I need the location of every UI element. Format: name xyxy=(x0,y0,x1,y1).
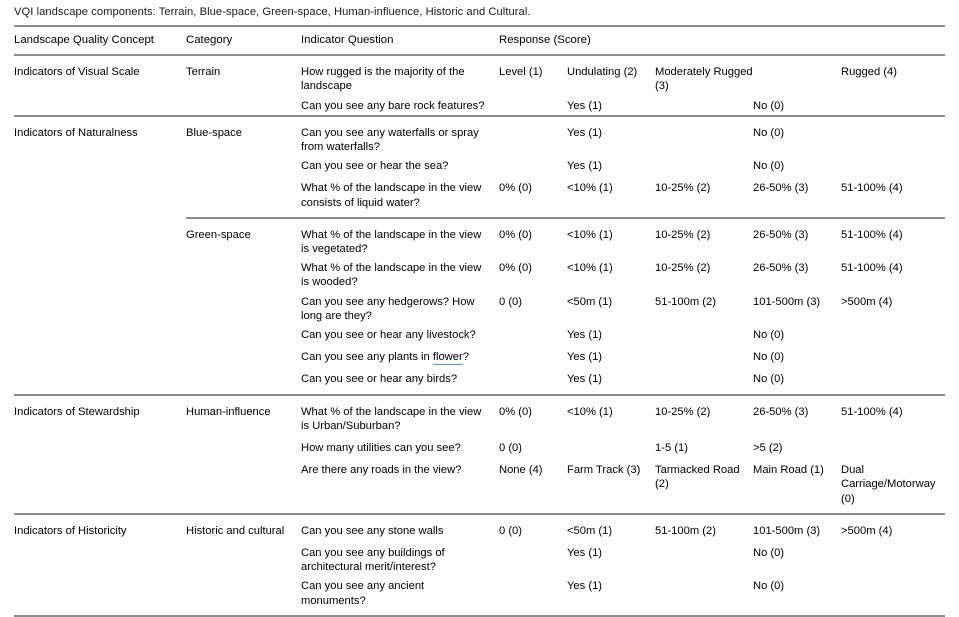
response-option xyxy=(655,156,753,175)
response-option: Yes (1) xyxy=(567,116,655,156)
misspelled-word: flower xyxy=(432,351,463,364)
response-option: Rugged (4) xyxy=(841,55,945,95)
response-option xyxy=(753,55,841,95)
response-option: 51-100% (4) xyxy=(841,218,945,258)
response-option: No (0) xyxy=(753,547,785,560)
response-option xyxy=(841,96,945,116)
indicator-question: Can you see or hear any livestock? xyxy=(301,329,476,342)
concept-label: Indicators of Historicity xyxy=(14,514,186,616)
response-option: 26-50% (3) xyxy=(753,218,841,258)
indicator-question: Can you see any bare rock features? xyxy=(301,99,485,112)
indicator-question: Can you see any waterfalls or spray from waterfalls? xyxy=(301,116,499,156)
table-header-row xyxy=(14,26,945,55)
indicator-question: What % of the landscape in the view is vegetated? xyxy=(301,218,499,258)
category-label: Green-space xyxy=(186,218,301,395)
response-option: 51-100% (4) xyxy=(841,182,903,195)
response-option xyxy=(499,540,567,576)
indicator-question: Are there any roads in the view? xyxy=(301,464,462,477)
question-text-pre: Can you see any plants in xyxy=(301,351,433,364)
response-option: <10% (1) xyxy=(567,182,613,195)
table-row xyxy=(14,116,945,156)
indicator-question: What % of the landscape in the view is wooded? xyxy=(301,262,482,289)
response-option: 0% (0) xyxy=(499,218,567,258)
response-option: No (0) xyxy=(753,160,785,173)
response-option: 0 (0) xyxy=(499,442,523,455)
response-option xyxy=(499,366,567,394)
response-option xyxy=(841,116,945,156)
indicator-question: What % of the landscape in the view consists of liquid water? xyxy=(301,182,482,209)
response-option: Main Road (1) xyxy=(753,464,824,477)
response-option: Tarmacked Road (2) xyxy=(655,464,740,491)
response-option: 26-50% (3) xyxy=(753,395,841,435)
response-option: 26-50% (3) xyxy=(753,262,809,275)
indicator-question: Can you see or hear any birds? xyxy=(301,373,458,386)
response-option: >5 (2) xyxy=(753,442,783,455)
response-option: 0% (0) xyxy=(499,182,532,195)
response-option: 51-100m (2) xyxy=(655,514,753,540)
indicator-question: How many utilities can you see? xyxy=(301,442,461,455)
response-option: No (0) xyxy=(753,116,841,156)
response-option: Dual Carriage/Motorway (0) xyxy=(841,464,936,505)
response-option: Yes (1) xyxy=(567,373,603,386)
header-question: Indicator Question xyxy=(301,26,499,55)
response-option: Moderately Rugged (3) xyxy=(655,55,753,95)
response-option xyxy=(655,325,753,344)
indicator-question xyxy=(301,344,499,366)
table-row xyxy=(14,514,945,540)
concept-label: Indicators of Stewardship xyxy=(14,395,186,514)
response-option: 10-25% (2) xyxy=(655,182,711,195)
indicator-question: Can you see or hear the sea? xyxy=(301,160,449,173)
response-option xyxy=(499,344,567,366)
response-option: 0% (0) xyxy=(499,262,532,275)
response-option xyxy=(655,366,753,394)
response-option: 1-5 (1) xyxy=(655,442,688,455)
response-option: Level (1) xyxy=(499,55,567,95)
response-option: <50m (1) xyxy=(567,295,613,308)
response-option: 0% (0) xyxy=(499,395,567,435)
indicator-question: Can you see any hedgerows? How long are they? xyxy=(301,295,475,322)
indicator-question: What % of the landscape in the view is Urban/Suburban? xyxy=(301,395,499,435)
question-text-post: ? xyxy=(462,351,469,364)
response-option xyxy=(655,344,753,366)
response-option xyxy=(841,576,945,615)
indicator-question: Can you see any buildings of architectural merit/interest? xyxy=(301,547,445,574)
response-option xyxy=(841,344,945,366)
response-option: <10% (1) xyxy=(567,218,655,258)
response-option: No (0) xyxy=(753,329,785,342)
response-option xyxy=(841,156,945,175)
response-option: >500m (4) xyxy=(841,514,945,540)
response-option: 101-500m (3) xyxy=(753,295,821,308)
response-option: Undulating (2) xyxy=(567,55,655,95)
response-option: No (0) xyxy=(753,351,785,364)
response-option: 10-25% (2) xyxy=(655,262,711,275)
response-option: 51-100% (4) xyxy=(841,395,945,435)
response-option: 0 (0) xyxy=(499,514,567,540)
table-row xyxy=(14,55,945,95)
category-label: Blue-space xyxy=(186,116,301,218)
header-category: Category xyxy=(186,26,301,55)
response-option: Yes (1) xyxy=(567,99,603,112)
response-option: No (0) xyxy=(753,580,785,593)
response-option: 51-100m (2) xyxy=(655,295,716,308)
response-option: Yes (1) xyxy=(567,580,603,593)
response-option: >500m (4) xyxy=(841,295,893,308)
category-label: Terrain xyxy=(186,55,301,116)
response-option xyxy=(655,540,753,576)
table-caption: VQI landscape components: Terrain, Blue-space, Green-space, Human-influence, Historic and Cultural. xyxy=(14,6,531,18)
category-label: Human-influence xyxy=(186,395,301,514)
response-option xyxy=(499,325,567,344)
response-option: Yes (1) xyxy=(567,547,603,560)
response-option xyxy=(499,116,567,156)
concept-label: Indicators of Naturalness xyxy=(14,116,186,395)
header-concept: Landscape Quality Concept xyxy=(14,26,186,55)
response-option xyxy=(499,576,567,615)
concept-label: Indicators of Visual Scale xyxy=(14,55,186,116)
vqi-indicator-table xyxy=(14,25,945,617)
category-label: Historic and cultural xyxy=(186,514,301,616)
indicator-question: How rugged is the majority of the landscape xyxy=(301,55,499,95)
response-option: Yes (1) xyxy=(567,329,603,342)
response-option: No (0) xyxy=(753,99,785,112)
response-option xyxy=(655,576,753,615)
response-option: None (4) xyxy=(499,464,543,477)
response-option: 101-500m (3) xyxy=(753,514,841,540)
response-option: <10% (1) xyxy=(567,395,655,435)
indicator-question: Can you see any ancient monuments? xyxy=(301,580,425,607)
table-row xyxy=(14,395,945,435)
response-option xyxy=(841,325,945,344)
response-option: No (0) xyxy=(753,373,785,386)
response-option xyxy=(841,540,945,576)
response-option xyxy=(499,96,567,116)
header-response: Response (Score) xyxy=(499,26,945,55)
response-option: Farm Track (3) xyxy=(567,464,641,477)
indicator-question: Can you see any stone walls xyxy=(301,514,499,540)
response-option xyxy=(655,96,753,116)
response-option xyxy=(841,366,945,394)
response-option: Yes (1) xyxy=(567,160,603,173)
response-option: <50m (1) xyxy=(567,514,655,540)
response-option: <10% (1) xyxy=(567,262,613,275)
response-option: 26-50% (3) xyxy=(753,182,809,195)
response-option xyxy=(499,156,567,175)
response-option: 0 (0) xyxy=(499,295,523,308)
response-option: 10-25% (2) xyxy=(655,395,753,435)
response-option: 51-100% (4) xyxy=(841,262,903,275)
response-option: 10-25% (2) xyxy=(655,218,753,258)
response-option xyxy=(655,116,753,156)
response-option: Yes (1) xyxy=(567,351,603,364)
